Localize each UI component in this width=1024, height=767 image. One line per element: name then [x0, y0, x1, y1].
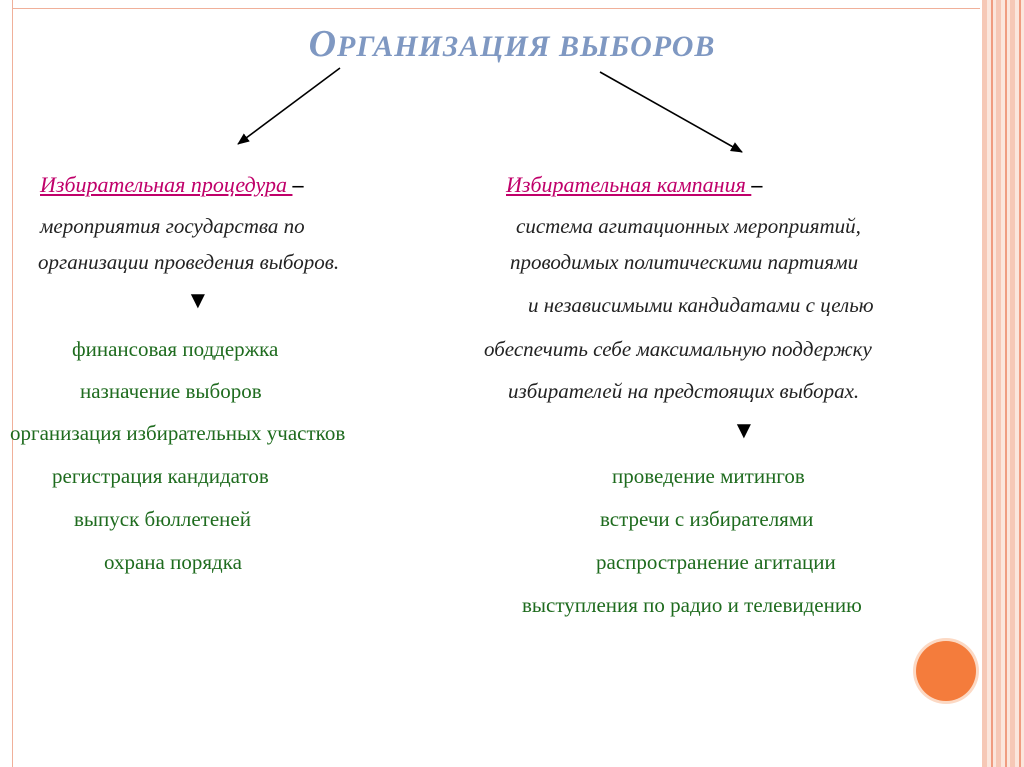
- left-item: финансовая поддержка: [72, 337, 279, 361]
- left-heading: [40, 172, 303, 198]
- left-item: выпуск бюллетеней: [74, 507, 251, 531]
- left-item: регистрация кандидатов: [52, 464, 269, 488]
- right-heading-dash: –: [751, 172, 763, 197]
- left-down-marker: ▼: [186, 288, 210, 314]
- left-heading-term: Избирательная процедура: [40, 172, 293, 197]
- right-item: проведение митингов: [612, 464, 805, 488]
- left-definition-line-2: организации проведения выборов.: [38, 250, 340, 274]
- right-definition-line-1: система агитационных мероприятий,: [516, 214, 861, 238]
- right-heading-term: Избирательная кампания: [506, 172, 752, 197]
- title-initial: О: [308, 23, 338, 65]
- right-heading: [506, 172, 762, 198]
- right-item: встречи с избирателями: [600, 507, 814, 531]
- arrow-left: [238, 68, 340, 144]
- right-definition-line-4: обеспечить себе максимальную поддержку: [484, 337, 872, 361]
- left-item: назначение выборов: [80, 379, 262, 403]
- right-item: выступления по радио и телевидению: [522, 593, 862, 617]
- title-rest: РГАНИЗАЦИЯ ВЫБОРОВ: [337, 30, 716, 63]
- decorative-orange-circle: [916, 641, 976, 701]
- left-definition-line-1: мероприятия государства по: [40, 214, 305, 238]
- left-heading-dash: –: [292, 172, 304, 197]
- right-down-marker: ▼: [732, 418, 756, 444]
- right-definition-line-2: проводимых политическими партиями: [510, 250, 859, 274]
- right-definition-line-3: и независимыми кандидатами с целью: [528, 293, 874, 317]
- left-item: охрана порядка: [104, 550, 242, 574]
- left-item: организация избирательных участков: [10, 421, 346, 445]
- right-definition-line-5: избирателей на предстоящих выборах.: [508, 379, 860, 403]
- arrow-right: [600, 72, 742, 152]
- right-item: распространение агитации: [596, 550, 836, 574]
